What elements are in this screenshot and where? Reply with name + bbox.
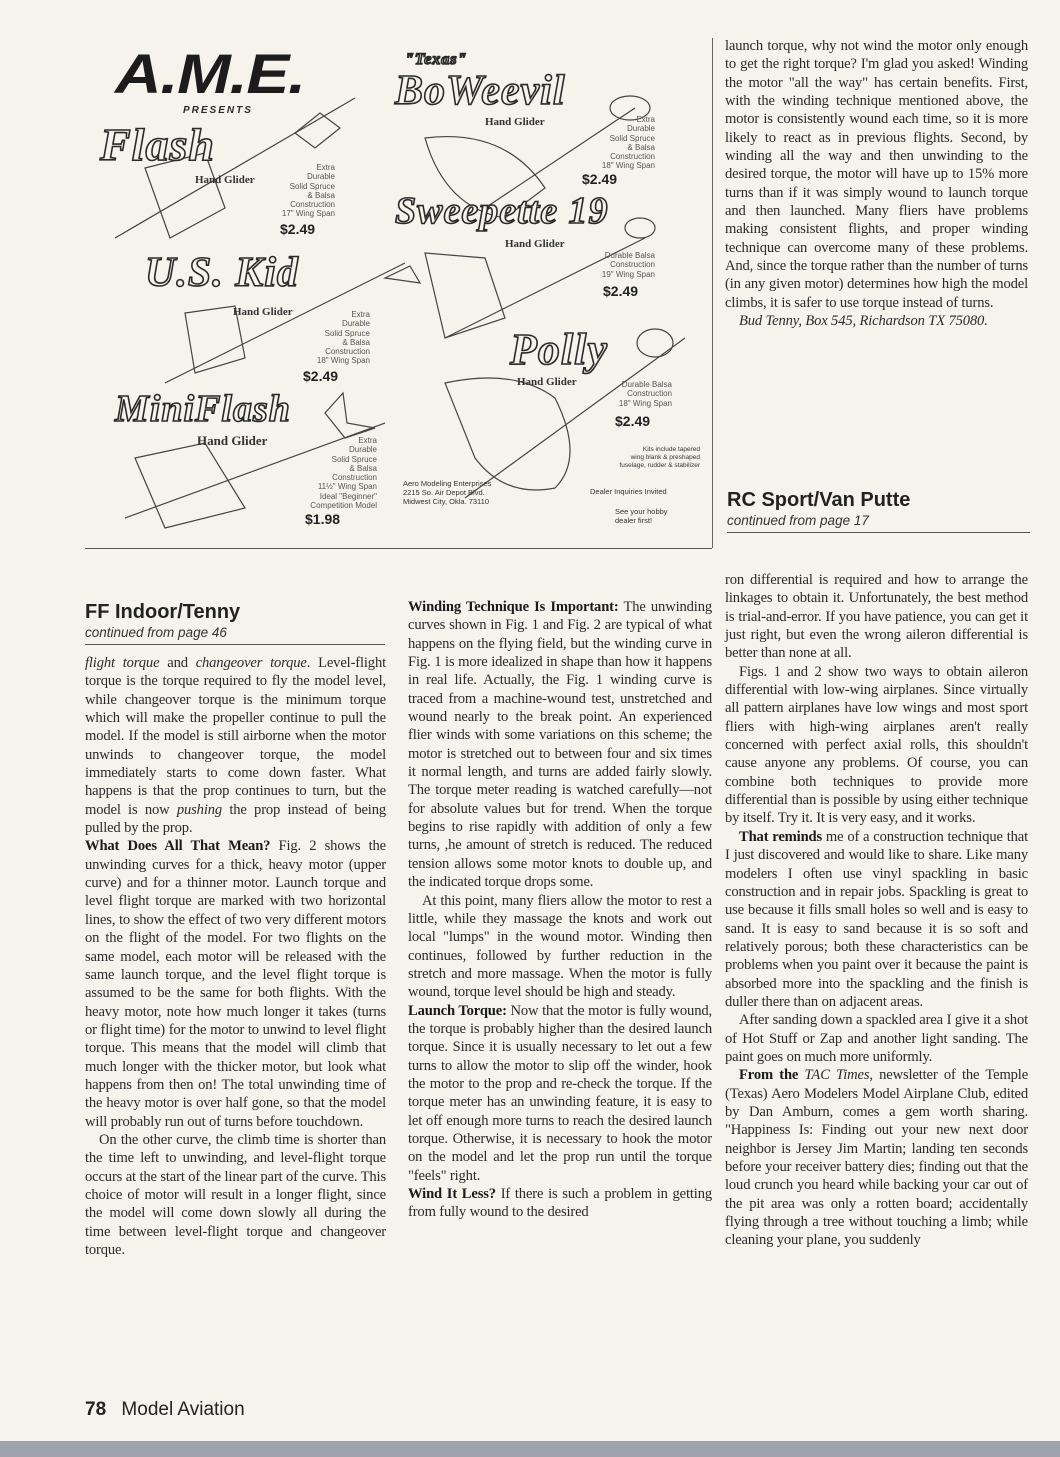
section-title: RC Sport/Van Putte	[727, 489, 911, 511]
run-in-heading: Wind It Less?	[408, 1186, 496, 1202]
scan-edge-bar	[0, 1441, 1060, 1457]
run-in-heading: That reminds	[739, 828, 823, 845]
text-run: If there is such a problem in getting from fully wound to the desired	[408, 1186, 713, 1221]
text-run: Fig. 2 shows the unwinding curves for a thick, heavy motor (upper curve) and for a thinner motor. Launch torque and level flight torque are marked with two horizontal lines, to show the effect of two very different motors on the flight of the model. For two flights on the same model, each motor will be released with the same launch torque, and the level flight torque is assumed to be the same for both flights. With the heavy motor, note how much longer it takes (turns or flight time) for the motor to unwind to level flight torque. This means that the model will climb that much longer with the thicker motor, but look what happens from then on! The total unwinding time of the heavy motor is over half gone, so that the model will probably run out of turns before touchdown.	[85, 838, 386, 1130]
product-specs: Extra Durable Solid Spruce & Balsa Construction 11½" Wing Span Ideal "Beginner" Competition Model	[310, 436, 377, 511]
product-type: Hand Glider	[517, 376, 577, 388]
paragraph	[408, 892, 712, 1002]
ad-divider-horizontal	[85, 548, 712, 549]
text-run: The unwinding curves shown in Fig. 1 and Fig. 2 are typical of what happens on the flying field, but the winding curve in Fig. 1 is more idealized in shape than how it happens in real life. Actually, the Fig. 1 winding curve is traced from a machine-wound test, unstretched and wound nearly to the break point. An experienced flier winds with some variations on this scheme; the motor is stretched out to between four and six times it normal length, and turns are added fairly slowly. The torque meter reading is watched carefully—not for absolute values but for trend. When the torque begins to rise rapidly with addition of only a few turns, ,he amount of stretch is reduced. The reduced tension allows some motor knots to double up, and the indicated torque drops some.	[408, 599, 712, 891]
presents-label: PRESENTS	[183, 105, 253, 116]
product-name-polly: Polly	[510, 325, 608, 374]
page-footer	[85, 1400, 245, 1421]
text-run: . Level-flight torque is the torque required to fly the model level, while changeover torque is the minimum torque which will make the propeller continue to pull the model. If the model is still airborne when the motor unwinds to changeover torque, the model immediately starts to come down faster. What happens is that the prop continues to turn, but the model is now	[85, 655, 386, 818]
product-price: $2.49	[280, 221, 316, 237]
product-name-sweepette-19: Sweepette 19	[395, 190, 609, 232]
hobby-dealer-note: See your hobby dealer first!	[615, 507, 668, 525]
paragraph	[725, 828, 1028, 1011]
continued-note: continued from page 17	[727, 512, 1030, 533]
paragraph	[408, 1185, 712, 1222]
ff-indoor-header	[85, 600, 385, 645]
text-run: Now that the motor is fully wound, the torque is probably higher than the desired launch torque. Since it is usually necessary to let out a few turns to allow the motor to slip off the winder, hook the motor to the prop and re-check the torque. If the torque meter has an unwinding feature, it is easy to let off enough more turns to reach the desired launch torque. Otherwise, it is necessary to hook the motor on the model and let the prop run until the torque "feels" right.	[408, 1002, 712, 1184]
product-type: Hand Glider	[485, 116, 545, 128]
kit-note: Kits include tapered wing blank & preshaped fuselage, rudder & stabilizer	[619, 446, 700, 469]
section-title: FF Indoor/Tenny	[85, 601, 241, 623]
product-prefix-texas: "Texas"	[405, 51, 468, 68]
text-run: Figs. 1 and 2 show two ways to obtain aileron differential with low-wing airplanes. Since virtually all pattern airplanes have low wings and most sport fliers with high-wing airplanes aren't really concerned with perfect axial rolls, this shouldn't cause anyone any problems. Of course, you can combine both techniques to provide more differential than is possible by using either technique by itself. Try it. It is very easy, and it works.	[725, 663, 1028, 827]
run-in-heading: From the	[739, 1067, 799, 1084]
run-in-heading: Winding Technique Is Important:	[408, 599, 619, 615]
column-3-top-text	[725, 37, 1028, 331]
rc-sport-header	[727, 488, 1030, 533]
product-price: $2.49	[603, 283, 639, 299]
text-run: On the other curve, the climb time is shorter than the time left to unwinding, and level-flight torque occurs at the start of the linear part of the curve. This choice of motor will result in a longer flight, since the model will come down slowly all during the time between level-flight torque and changeover torque.	[85, 1131, 386, 1258]
product-specs: Durable Balsa Construction 18" Wing Span	[618, 380, 672, 408]
product-type: Hand Glider	[233, 306, 293, 318]
product-type: Hand Glider	[505, 238, 565, 250]
run-in-heading: What Does All That Mean?	[85, 838, 271, 855]
column-1-text	[85, 654, 386, 1259]
ame-logo: A.M.E.	[115, 42, 305, 105]
product-specs: Extra Durable Solid Spruce & Balsa Construction 17" Wing Span	[281, 163, 335, 219]
paragraph	[725, 1066, 1028, 1249]
italic-text: Bud Tenny, Box 545, Richardson TX 75080.	[739, 313, 988, 330]
ame-advertisement	[85, 38, 712, 548]
italic-text: pushing	[176, 801, 223, 818]
company-address: Aero Modeling Enterprises 2215 So. Air Depot Blvd. Midwest City, Okla. 73110	[403, 479, 492, 506]
continued-note: continued from page 46	[85, 624, 385, 645]
dealer-inquiries: Dealer Inquiries Invited	[590, 487, 667, 496]
product-specs: Durable Balsa Construction 19" Wing Span	[601, 251, 655, 279]
product-specs: Extra Durable Solid Spruce & Balsa Construction 18" Wing Span	[601, 115, 655, 171]
product-price: $2.49	[615, 413, 651, 429]
text-run: the prop instead of being pulled by the prop.	[85, 801, 387, 837]
paragraph	[85, 654, 386, 837]
text-run: At this point, many fliers allow the motor to rest a little, while they massage the knots and work out local "lumps" in the wound motor. Winding then continues, followed by further reduction in the stretch and more massage. When the motor is fully wound, torque level should be high and steady.	[408, 892, 712, 1001]
product-name-miniflash: MiniFlash	[115, 388, 291, 430]
column-3-text	[725, 571, 1028, 1250]
run-in-heading: Launch Torque:	[408, 1002, 507, 1019]
paragraph	[85, 1131, 386, 1259]
paragraph	[725, 571, 1028, 663]
page-number: 78	[85, 1399, 107, 1420]
paragraph	[85, 837, 386, 1131]
column-2-text	[408, 598, 712, 1222]
italic-text: TAC Times	[804, 1067, 870, 1084]
paragraph	[408, 598, 712, 892]
product-specs: Extra Durable Solid Spruce & Balsa Construction 18" Wing Span	[316, 310, 370, 366]
paragraph	[408, 1002, 712, 1185]
product-type: Hand Glider	[197, 433, 268, 448]
paragraph	[725, 663, 1028, 828]
text-run: After sanding down a spackled area I give it a shot of Hot Stuff or Zap and another light sanding. The paint goes on much more uniformly.	[725, 1012, 1028, 1065]
paragraph	[725, 312, 1028, 330]
ad-divider-vertical	[712, 38, 713, 548]
product-name-us-kid: U.S. Kid	[145, 250, 299, 296]
paragraph	[725, 1011, 1028, 1066]
text-run: ron differential is required and how to arrange the linkages to obtain it. Unfortunately, the best method is trial-and-error. If you have patience, you can get it just right, but even the wrong aileron differential is better than none at all.	[725, 572, 1028, 662]
text-run: , newsletter of the Temple (Texas) Aero Modelers Model Airplane Club, edited by Dan Amburn, comes a gem worth sharing. "Happiness Is: Finding out your new next door neighbor is Jersey Jim Martin; landing ten seconds before your receiver battery dies; finding out that the loud crunch you heard while backing your car out of the pit area was only a rotten board; accidentally flying through a tree without touching a limb; while cleaning your plane, you suddenly	[725, 1067, 1029, 1249]
text-run: me of a construction technique that I just discovered and would like to share. Like many modelers I often use vinyl spackling in basic construction and in repair jobs. Spackling is great to use because it fills small holes so well and is easy to sand. It is easy to sand because it is so soft and relatively porous; both these characteristics can be problems when you paint over it because the paint is absorbed more into the spackling and the finish is duller there than on adjacent areas.	[725, 828, 1028, 1010]
product-price: $1.98	[305, 511, 341, 527]
magazine-title: Model Aviation	[121, 1399, 245, 1420]
product-type: Hand Glider	[195, 174, 255, 186]
product-name-flash: Flash	[100, 119, 215, 170]
text-run: launch torque, why not wind the motor only enough to get the right torque? I'm glad you asked! Winding the motor "all the way" has certain benefits. First, with the winding technique mentioned above, the motor is consistently wound each time, so it is more likely to react as in previous flights. Second, by winding all the way and then unwinding to the desired torque, the motor will have up to 15% more turns than if it was simply wound to launch torque and then launched. Many fliers have problems making consistent flights, and proper winding technique can overcome many of these problems. And, since the torque rather than the number of turns (in any given motor) determines how high the model climbs, it is safer to use torque instead of turns.	[725, 38, 1028, 311]
product-price: $2.49	[582, 171, 618, 187]
paragraph	[725, 37, 1028, 312]
italic-text: flight torque	[85, 655, 160, 671]
product-price: $2.49	[303, 368, 339, 384]
product-name-boweevil: BoWeevil	[395, 68, 566, 114]
text-run: and	[159, 655, 196, 671]
italic-text: changeover torque	[195, 655, 307, 671]
